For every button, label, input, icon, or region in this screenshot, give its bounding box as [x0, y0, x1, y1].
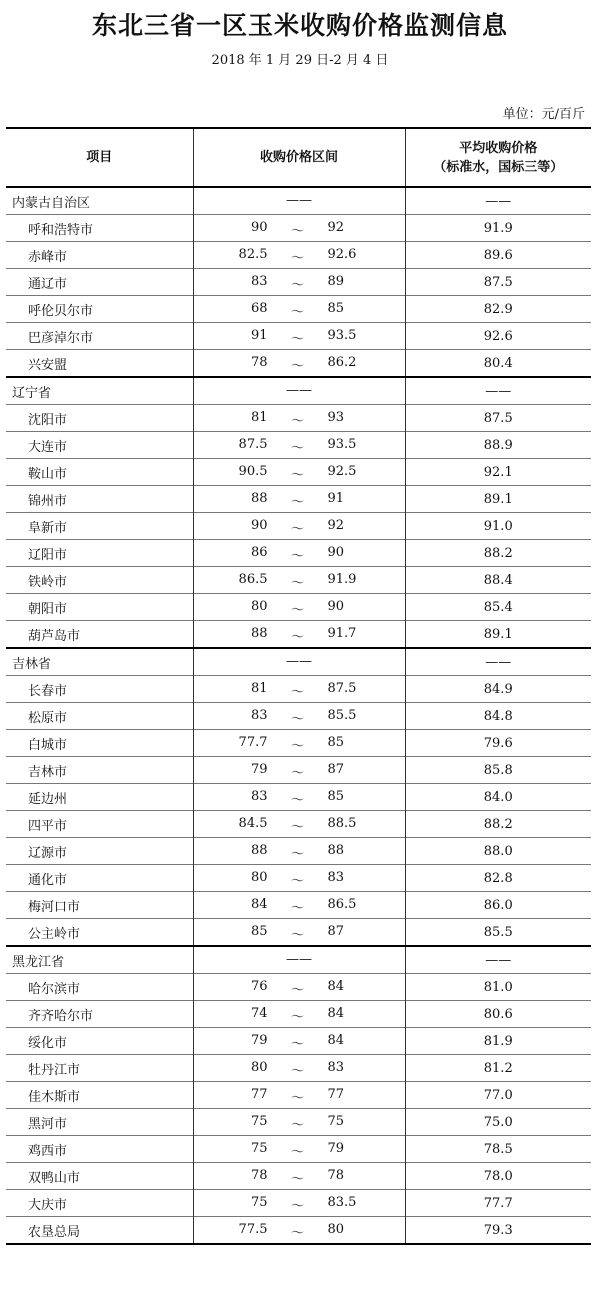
range-low: 77.7 [238, 735, 268, 750]
range-cell [193, 892, 405, 919]
avg-price: 92.1 [405, 459, 591, 486]
range-high: 91.9 [327, 572, 357, 587]
range-cell [193, 513, 405, 540]
avg-cell [405, 187, 591, 215]
range-separator: ～ [290, 685, 304, 700]
city-name: 梅河口市 [6, 892, 193, 919]
range-separator: ～ [290, 983, 304, 998]
range-high: 90 [327, 545, 345, 560]
range-cell [193, 703, 405, 730]
range-high: 91.7 [327, 626, 357, 641]
avg-price: 81.2 [405, 1055, 591, 1082]
range-low: 75 [250, 1141, 268, 1156]
range-high: 88.5 [327, 816, 357, 831]
table-row [6, 1001, 591, 1028]
city-name: 呼伦贝尔市 [6, 296, 193, 323]
range-cell [193, 621, 405, 649]
range-cell [193, 1109, 405, 1136]
range-separator: ～ [290, 847, 304, 862]
city-name: 沈阳市 [6, 405, 193, 432]
range-high: 92.5 [327, 464, 357, 479]
table-row [6, 540, 591, 567]
range-high: 92 [327, 220, 345, 235]
range-separator: ～ [290, 874, 304, 889]
header-item: 项目 [6, 128, 193, 187]
avg-price: 75.0 [405, 1109, 591, 1136]
range-low: 90 [250, 220, 268, 235]
avg-price: 78.0 [405, 1163, 591, 1190]
range-dash: —— [286, 383, 312, 398]
range-separator: ～ [290, 1091, 304, 1106]
range-high: 86.2 [327, 355, 357, 370]
range-cell [193, 432, 405, 459]
header-avg-line2: （标准水，国标三等） [433, 159, 564, 175]
range-low: 76 [250, 979, 268, 994]
range-low: 78 [250, 355, 268, 370]
range-high: 85 [327, 789, 345, 804]
avg-price: 84.0 [405, 784, 591, 811]
range-dash: —— [286, 952, 312, 967]
range-cell [193, 377, 405, 405]
range-separator: ～ [290, 1199, 304, 1214]
table-row [6, 296, 591, 323]
range-separator: ～ [290, 1037, 304, 1052]
avg-dash: —— [485, 952, 512, 968]
city-name: 朝阳市 [6, 594, 193, 621]
avg-price: 85.4 [405, 594, 591, 621]
range-separator: ～ [290, 712, 304, 727]
avg-price: 86.0 [405, 892, 591, 919]
range-separator: ～ [290, 332, 304, 347]
table-body [6, 187, 591, 1244]
avg-price: 89.1 [405, 486, 591, 513]
table-row [6, 567, 591, 594]
table-row [6, 892, 591, 919]
table-row [6, 865, 591, 892]
range-low: 83 [250, 708, 268, 723]
range-high: 87.5 [327, 681, 357, 696]
range-high: 90 [327, 599, 345, 614]
table-row [6, 242, 591, 269]
range-cell [193, 648, 405, 676]
province-row [6, 648, 591, 676]
city-name: 赤峰市 [6, 242, 193, 269]
city-name: 长春市 [6, 676, 193, 703]
avg-price: 80.4 [405, 350, 591, 378]
table-row [6, 594, 591, 621]
table-row [6, 215, 591, 242]
range-cell [193, 757, 405, 784]
range-cell [193, 567, 405, 594]
table-row [6, 432, 591, 459]
range-high: 87 [327, 924, 345, 939]
avg-price: 79.3 [405, 1217, 591, 1245]
avg-price: 81.9 [405, 1028, 591, 1055]
range-cell [193, 1082, 405, 1109]
table-row [6, 703, 591, 730]
avg-price: 84.8 [405, 703, 591, 730]
table-row [6, 459, 591, 486]
avg-price: 92.6 [405, 323, 591, 350]
table-row [6, 513, 591, 540]
avg-dash: —— [485, 383, 512, 399]
province-name: 黑龙江省 [6, 946, 193, 974]
range-separator: ～ [290, 1010, 304, 1025]
range-high: 93 [327, 410, 345, 425]
avg-price: 88.0 [405, 838, 591, 865]
range-separator: ～ [290, 1064, 304, 1079]
range-cell [193, 811, 405, 838]
avg-price: 91.0 [405, 513, 591, 540]
range-high: 93.5 [327, 328, 357, 343]
range-cell [193, 242, 405, 269]
range-low: 86 [250, 545, 268, 560]
range-high: 89 [327, 274, 345, 289]
range-cell [193, 1055, 405, 1082]
table-row [6, 350, 591, 378]
range-high: 86.5 [327, 897, 357, 912]
range-low: 88 [250, 843, 268, 858]
city-name: 鞍山市 [6, 459, 193, 486]
range-high: 92.6 [327, 247, 357, 262]
avg-price: 79.6 [405, 730, 591, 757]
city-name: 辽阳市 [6, 540, 193, 567]
range-separator: ～ [290, 576, 304, 591]
range-cell [193, 784, 405, 811]
city-name: 农垦总局 [6, 1217, 193, 1245]
range-separator: ～ [290, 1226, 304, 1241]
range-cell [193, 1136, 405, 1163]
province-row [6, 946, 591, 974]
range-cell [193, 269, 405, 296]
page-title: 东北三省一区玉米收购价格监测信息 [91, 11, 508, 40]
range-cell [193, 946, 405, 974]
avg-cell [405, 377, 591, 405]
avg-dash: —— [485, 654, 512, 670]
range-low: 77.5 [238, 1222, 268, 1237]
province-row [6, 187, 591, 215]
range-cell [193, 838, 405, 865]
province-row [6, 377, 591, 405]
avg-price: 82.8 [405, 865, 591, 892]
city-name: 双鸭山市 [6, 1163, 193, 1190]
range-cell [193, 865, 405, 892]
range-high: 84 [327, 1033, 345, 1048]
city-name: 葫芦岛市 [6, 621, 193, 649]
range-high: 85 [327, 301, 345, 316]
range-low: 84.5 [238, 816, 268, 831]
table-header-row [6, 128, 591, 187]
range-high: 78 [327, 1168, 345, 1183]
range-high: 87 [327, 762, 345, 777]
date-range: 2018 年 1 月 29 日-2 月 4 日 [211, 53, 389, 68]
price-table [6, 127, 591, 1245]
range-separator: ～ [290, 603, 304, 618]
table-row [6, 621, 591, 649]
range-high: 83 [327, 870, 345, 885]
province-name: 吉林省 [6, 648, 193, 676]
range-low: 75 [250, 1195, 268, 1210]
city-name: 牡丹江市 [6, 1055, 193, 1082]
range-low: 80 [250, 1060, 268, 1075]
range-cell [193, 296, 405, 323]
range-separator: ～ [290, 441, 304, 456]
range-low: 88 [250, 491, 268, 506]
range-cell [193, 919, 405, 947]
range-separator: ～ [290, 901, 304, 916]
range-cell [193, 1028, 405, 1055]
avg-price: 87.5 [405, 405, 591, 432]
table-row [6, 1109, 591, 1136]
range-separator: ～ [290, 820, 304, 835]
unit-label: 单位：元/百斤 [502, 107, 585, 122]
table-row [6, 919, 591, 947]
avg-price: 88.9 [405, 432, 591, 459]
range-cell [193, 974, 405, 1001]
range-cell [193, 486, 405, 513]
avg-price: 85.5 [405, 919, 591, 947]
range-low: 81 [250, 681, 268, 696]
city-name: 鸡西市 [6, 1136, 193, 1163]
range-low: 84 [250, 897, 268, 912]
city-name: 巴彦淖尔市 [6, 323, 193, 350]
range-high: 85.5 [327, 708, 357, 723]
range-low: 88 [250, 626, 268, 641]
range-cell [193, 1163, 405, 1190]
range-separator: ～ [290, 278, 304, 293]
avg-price: 88.2 [405, 811, 591, 838]
city-name: 锦州市 [6, 486, 193, 513]
city-name: 大庆市 [6, 1190, 193, 1217]
range-separator: ～ [290, 766, 304, 781]
range-separator: ～ [290, 251, 304, 266]
range-cell [193, 1217, 405, 1245]
range-high: 92 [327, 518, 345, 533]
avg-cell [405, 946, 591, 974]
range-low: 82.5 [238, 247, 268, 262]
city-name: 呼和浩特市 [6, 215, 193, 242]
avg-cell [405, 648, 591, 676]
range-separator: ～ [290, 414, 304, 429]
range-cell [193, 405, 405, 432]
range-separator: ～ [290, 928, 304, 943]
range-separator: ～ [290, 468, 304, 483]
city-name: 四平市 [6, 811, 193, 838]
range-low: 90 [250, 518, 268, 533]
header-avg [405, 128, 591, 187]
range-low: 75 [250, 1114, 268, 1129]
range-cell [193, 459, 405, 486]
avg-price: 81.0 [405, 974, 591, 1001]
range-dash: —— [286, 193, 312, 208]
range-cell [193, 350, 405, 378]
table-row [6, 838, 591, 865]
table-row [6, 1163, 591, 1190]
range-cell [193, 215, 405, 242]
range-high: 80 [327, 1222, 345, 1237]
table-row [6, 676, 591, 703]
city-name: 哈尔滨市 [6, 974, 193, 1001]
header-avg-line1: 平均收购价格 [459, 140, 538, 156]
city-name: 兴安盟 [6, 350, 193, 378]
city-name: 黑河市 [6, 1109, 193, 1136]
city-name: 佳木斯市 [6, 1082, 193, 1109]
avg-price: 84.9 [405, 676, 591, 703]
table-row [6, 486, 591, 513]
range-low: 77 [250, 1087, 268, 1102]
table-row [6, 730, 591, 757]
range-cell [193, 594, 405, 621]
avg-price: 82.9 [405, 296, 591, 323]
range-high: 84 [327, 979, 345, 994]
range-separator: ～ [290, 522, 304, 537]
range-high: 77 [327, 1087, 345, 1102]
range-cell [193, 540, 405, 567]
range-separator: ～ [290, 739, 304, 754]
range-separator: ～ [290, 1145, 304, 1160]
table-row [6, 1082, 591, 1109]
range-separator: ～ [290, 495, 304, 510]
table-row [6, 269, 591, 296]
city-name: 通化市 [6, 865, 193, 892]
range-separator: ～ [290, 793, 304, 808]
range-separator: ～ [290, 549, 304, 564]
range-low: 79 [250, 762, 268, 777]
table-row [6, 811, 591, 838]
range-low: 78 [250, 1168, 268, 1183]
range-low: 68 [250, 301, 268, 316]
range-dash: —— [286, 654, 312, 669]
header-range: 收购价格区间 [193, 128, 405, 187]
range-low: 83 [250, 789, 268, 804]
city-name: 白城市 [6, 730, 193, 757]
avg-price: 88.2 [405, 540, 591, 567]
range-separator: ～ [290, 359, 304, 374]
province-name: 辽宁省 [6, 377, 193, 405]
range-cell [193, 187, 405, 215]
range-low: 81 [250, 410, 268, 425]
city-name: 齐齐哈尔市 [6, 1001, 193, 1028]
avg-price: 91.9 [405, 215, 591, 242]
city-name: 辽源市 [6, 838, 193, 865]
table-row [6, 974, 591, 1001]
avg-price: 77.7 [405, 1190, 591, 1217]
city-name: 公主岭市 [6, 919, 193, 947]
table-row [6, 323, 591, 350]
range-high: 84 [327, 1006, 345, 1021]
table-row [6, 1190, 591, 1217]
range-high: 83 [327, 1060, 345, 1075]
range-cell [193, 676, 405, 703]
range-high: 88 [327, 843, 345, 858]
range-high: 83.5 [327, 1195, 357, 1210]
avg-price: 78.5 [405, 1136, 591, 1163]
range-separator: ～ [290, 224, 304, 239]
city-name: 松原市 [6, 703, 193, 730]
table-row [6, 1028, 591, 1055]
range-low: 74 [250, 1006, 268, 1021]
range-separator: ～ [290, 1172, 304, 1187]
avg-price: 85.8 [405, 757, 591, 784]
city-name: 阜新市 [6, 513, 193, 540]
table-row [6, 405, 591, 432]
city-name: 大连市 [6, 432, 193, 459]
table-row [6, 1217, 591, 1245]
range-low: 80 [250, 870, 268, 885]
range-cell [193, 730, 405, 757]
range-low: 90.5 [238, 464, 268, 479]
table-row [6, 784, 591, 811]
range-low: 91 [250, 328, 268, 343]
avg-dash: —— [485, 193, 512, 209]
city-name: 吉林市 [6, 757, 193, 784]
range-cell [193, 1190, 405, 1217]
range-cell [193, 1001, 405, 1028]
avg-price: 89.6 [405, 242, 591, 269]
range-separator: ～ [290, 1118, 304, 1133]
avg-price: 87.5 [405, 269, 591, 296]
range-separator: ～ [290, 630, 304, 645]
city-name: 通辽市 [6, 269, 193, 296]
avg-price: 77.0 [405, 1082, 591, 1109]
table-row [6, 1136, 591, 1163]
range-low: 79 [250, 1033, 268, 1048]
range-high: 75 [327, 1114, 345, 1129]
range-cell [193, 323, 405, 350]
range-low: 80 [250, 599, 268, 614]
table-row [6, 1055, 591, 1082]
city-name: 铁岭市 [6, 567, 193, 594]
avg-price: 89.1 [405, 621, 591, 649]
range-high: 85 [327, 735, 345, 750]
avg-price: 80.6 [405, 1001, 591, 1028]
range-high: 79 [327, 1141, 345, 1156]
range-high: 93.5 [327, 437, 357, 452]
range-low: 85 [250, 924, 268, 939]
city-name: 绥化市 [6, 1028, 193, 1055]
range-separator: ～ [290, 305, 304, 320]
range-low: 87.5 [238, 437, 268, 452]
province-name: 内蒙古自治区 [6, 187, 193, 215]
range-high: 91 [327, 491, 345, 506]
table-row [6, 757, 591, 784]
range-low: 83 [250, 274, 268, 289]
city-name: 延边州 [6, 784, 193, 811]
range-low: 86.5 [238, 572, 268, 587]
avg-price: 88.4 [405, 567, 591, 594]
